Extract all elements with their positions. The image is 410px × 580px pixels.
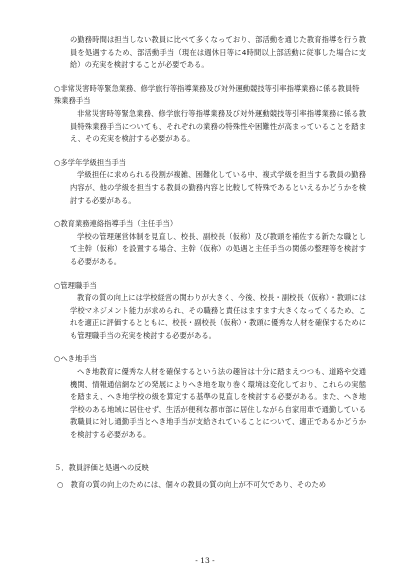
section-chief-allowance — [54, 218, 366, 268]
section-emergency-duty — [54, 83, 366, 146]
page-number: - 13 - — [195, 556, 215, 565]
section-body: 非常災害時等緊急業務、修学旅行等指導業務及び対外運動競技等引率指導業務に係る教員特殊業務手当についても、それぞれの業務の特殊性や困難性が高まっていることを踏まえ、その充実を検討する必要がある。 — [70, 108, 366, 144]
section-heading: ○へき地手当 — [54, 354, 97, 364]
intro-paragraph: の勤務時間は担当しない教員に比べて多くなっており、部活動を通じた教育指導を行う教員を処遇するため、部活動手当（現在は週休日等に4時間以上部活動に従事した場合に支給）の充実を検討することが必要である。 — [70, 35, 366, 70]
section-remote-area-allowance — [54, 353, 366, 441]
section-management-allowance — [54, 280, 366, 343]
section-5-title: ５．教員評価と処遇への反映 — [54, 462, 149, 472]
section-heading: ○非常災害時等緊急業務、修学旅行等指導業務及び対外運動競技等引率指導業務に係る教員特殊業務手当 — [54, 83, 360, 106]
section-heading: ○管理職手当 — [54, 280, 97, 290]
section-5 — [54, 462, 366, 492]
section-body: 学級担任に求められる役割が複雑、困難化している中、複式学級を担当する教員の勤務内容が、他の学級を担当する教員の勤務内容と比較して特殊であるといえるかどうかを検討する必要がある。 — [70, 170, 366, 205]
section-heading: ○多学年学級担当手当 — [54, 157, 127, 167]
section-5-item: ○ 教育の質の向上のためには、個々の教員の質の向上が不可欠であり、そのため — [57, 480, 327, 490]
section-body: 教育の質の向上には学校経営の関わりが大きく、今後、校長・副校長（仮称）・教頭には学校マネジメント能力が求められ、その職務と責任はますます大きくなってくるため、これを適正に評価するとともに、校長・副校長（仮称）・教頭に優秀な人材を確保するためにも管理職手当の充実を検討する必要がある。 — [70, 293, 366, 340]
section-body: 学校の管理運営体制を見直し、校長、副校長（仮称）及び教頭を補佐する新たな職として主幹（仮称）を設置する場合、主幹（仮称）の処遇と主任手当の関係の整理等を検討する必要がある。 — [70, 231, 366, 266]
section-multi-grade — [54, 157, 366, 207]
document-body — [54, 34, 366, 492]
section-body: へき地教育に優秀な人材を確保するという法の趣旨は十分に踏まえつつも、道路や交通機関、情報通信網などの発展によりへき地を取り巻く環境は変化しており、これらの実態を踏まえ、へき地学校の級を算定する基準の見直しを検討する必要がある。また、へき地学校のある地域に居住せず、生活が便利な都市部に居住しながら自家用車で通勤している教職員に対し通勤手当とへき地手当が支給されていることについて、適正であるかどうかを検討する必要がある。 — [70, 367, 366, 440]
section-heading: ○教育業務連絡指導手当（主任手当） — [54, 219, 178, 229]
